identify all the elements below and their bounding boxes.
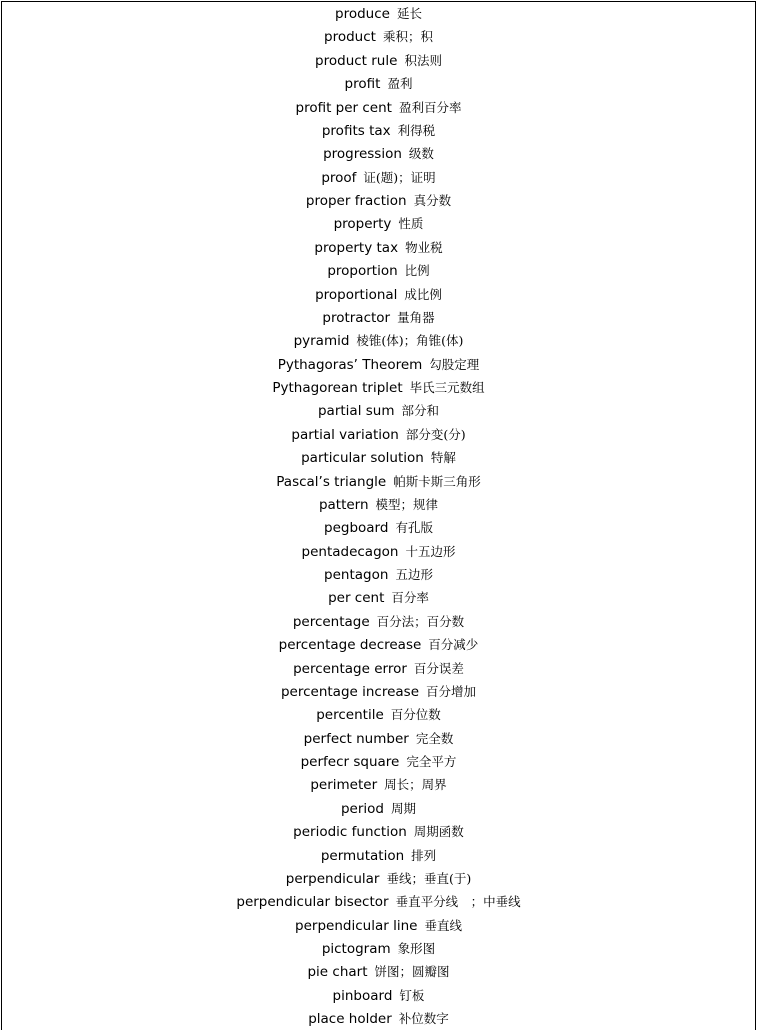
glossary-entry — [0, 563, 757, 586]
english-term: perpendicular bisector — [236, 894, 389, 911]
english-term: pattern — [318, 496, 369, 513]
chinese-translation: 积法则 — [404, 52, 442, 68]
chinese-translation: 钉板 — [399, 987, 425, 1003]
chinese-translation: 周期 — [391, 800, 417, 816]
glossary-entry — [0, 353, 757, 376]
english-term: produce — [335, 6, 390, 22]
chinese-translation: 证(题)；证明 — [363, 169, 436, 185]
glossary-entry — [0, 283, 757, 306]
english-term: perimeter — [310, 777, 378, 794]
english-term: partial variation — [291, 426, 399, 443]
english-term: percentage error — [293, 660, 407, 677]
glossary-entry — [0, 610, 757, 633]
english-term: percentage decrease — [278, 637, 422, 654]
chinese-translation: 勾股定理 — [429, 356, 480, 372]
english-term: permutation — [320, 847, 405, 864]
chinese-translation: 象形图 — [397, 941, 436, 956]
glossary-entry — [0, 236, 757, 259]
english-term: progression — [323, 146, 402, 163]
english-term: pentagon — [324, 567, 389, 583]
chinese-translation: 百分位数 — [390, 707, 441, 723]
english-term: particular solution — [301, 450, 424, 467]
english-term: pyramid — [293, 333, 350, 350]
glossary-entry — [0, 25, 757, 48]
english-term: percentile — [316, 707, 384, 724]
glossary-entry — [0, 844, 757, 867]
english-term: proportion — [327, 263, 398, 280]
glossary-entry — [0, 446, 757, 469]
chinese-translation: 垂直平分线 ；中垂线 — [395, 894, 521, 910]
glossary-entry — [0, 259, 757, 282]
chinese-translation: 补位数字 — [398, 1011, 449, 1027]
glossary-entry — [0, 633, 757, 656]
chinese-translation: 饼图；圆瓣图 — [374, 964, 450, 980]
glossary-entry — [0, 306, 757, 329]
glossary-entry — [0, 960, 757, 983]
glossary-entry — [0, 189, 757, 212]
glossary-entry — [0, 423, 757, 446]
english-term: pegboard — [324, 520, 389, 537]
english-term: product rule — [315, 52, 398, 69]
english-term: percentage — [292, 613, 370, 630]
glossary-entry — [0, 72, 757, 95]
chinese-translation: 比例 — [404, 263, 430, 279]
glossary-entry — [0, 142, 757, 165]
chinese-translation: 毕氏三元数组 — [409, 380, 485, 395]
glossary-entry — [0, 493, 757, 516]
english-term: pentadecagon — [301, 543, 399, 560]
glossary-entry — [0, 820, 757, 843]
glossary-entry — [0, 212, 757, 235]
english-term: percentage increase — [280, 683, 420, 700]
chinese-translation: 量角器 — [397, 309, 435, 325]
english-term: profit — [344, 76, 381, 93]
english-term: product — [324, 29, 376, 46]
glossary-entry — [0, 2, 757, 25]
chinese-translation: 完全平方 — [406, 754, 457, 769]
chinese-translation: 周长；周界 — [384, 777, 447, 793]
english-term: proper fraction — [305, 193, 407, 209]
chinese-translation: 真分数 — [413, 193, 452, 208]
chinese-translation: 棱锥(体)；角锥(体) — [356, 333, 464, 349]
english-term: perpendicular line — [295, 917, 418, 934]
english-term: periodic function — [293, 824, 407, 841]
chinese-translation: 乘积；积 — [382, 29, 433, 45]
glossary-entry — [0, 727, 757, 750]
chinese-translation: 性质 — [398, 216, 424, 232]
chinese-translation: 级数 — [408, 146, 434, 162]
glossary-entry — [0, 890, 757, 913]
glossary-entry — [0, 750, 757, 773]
chinese-translation: 盈利百分率 — [398, 99, 462, 115]
glossary-entry — [0, 540, 757, 563]
chinese-translation: 成比例 — [404, 286, 442, 302]
english-term: property tax — [314, 239, 399, 256]
glossary-entry — [0, 657, 757, 680]
english-term: pictogram — [321, 941, 391, 957]
glossary-entry — [0, 119, 757, 142]
chinese-translation: 垂线；垂直(于) — [386, 870, 472, 886]
glossary-entry — [0, 937, 757, 960]
glossary-entry — [0, 49, 757, 72]
chinese-translation: 物业税 — [405, 239, 443, 255]
glossary-list — [0, 2, 757, 1031]
glossary-entry — [0, 680, 757, 703]
english-term: pie chart — [307, 964, 368, 981]
glossary-entry — [0, 586, 757, 609]
glossary-entry — [0, 376, 757, 399]
chinese-translation: 十五边形 — [405, 543, 456, 559]
glossary-entry — [0, 470, 757, 493]
english-term: proof — [321, 169, 357, 186]
english-term: profit per cent — [295, 99, 392, 116]
english-term: Pascal’s triangle — [276, 473, 387, 490]
glossary-entry — [0, 984, 757, 1007]
chinese-translation: 百分法；百分数 — [376, 613, 465, 629]
chinese-translation: 百分率 — [391, 590, 429, 606]
english-term: pinboard — [332, 987, 393, 1004]
glossary-entry — [0, 773, 757, 796]
chinese-translation: 部分和 — [401, 403, 439, 419]
chinese-translation: 盈利 — [387, 76, 413, 92]
glossary-entry — [0, 867, 757, 890]
glossary-entry — [0, 399, 757, 422]
chinese-translation: 垂直线 — [424, 917, 462, 933]
glossary-entry — [0, 516, 757, 539]
english-term: perfect number — [303, 730, 409, 747]
english-term: perfecr square — [300, 754, 400, 770]
english-term: place holder — [308, 1011, 392, 1028]
chinese-translation: 延长 — [396, 6, 422, 21]
chinese-translation: 周期函数 — [413, 824, 464, 840]
chinese-translation: 排列 — [411, 847, 437, 863]
chinese-translation: 利得税 — [397, 122, 436, 138]
english-term: perpendicular — [285, 870, 380, 887]
english-term: partial sum — [317, 403, 395, 420]
chinese-translation: 百分误差 — [413, 660, 464, 676]
glossary-entry — [0, 1007, 757, 1030]
glossary-entry — [0, 703, 757, 726]
english-term: Pythagorean triplet — [272, 380, 403, 396]
glossary-entry — [0, 96, 757, 119]
english-term: period — [340, 800, 384, 817]
chinese-translation: 部分变(分) — [405, 426, 466, 442]
chinese-translation: 五边形 — [395, 567, 433, 582]
chinese-translation: 百分减少 — [428, 637, 479, 653]
english-term: profits tax — [321, 122, 391, 139]
glossary-entry — [0, 797, 757, 820]
glossary-entry — [0, 329, 757, 352]
chinese-translation: 百分增加 — [426, 683, 477, 699]
glossary-entry — [0, 166, 757, 189]
chinese-translation: 帕斯卡斯三角形 — [393, 473, 481, 489]
glossary-entry — [0, 914, 757, 937]
english-term: protractor — [322, 309, 391, 326]
chinese-translation: 特解 — [430, 450, 456, 466]
chinese-translation: 模型；规律 — [375, 496, 439, 512]
english-term: Pythagoras’ Theorem — [277, 356, 423, 373]
english-term: per cent — [328, 590, 385, 607]
english-term: property — [333, 216, 392, 233]
chinese-translation: 有孔版 — [395, 520, 433, 536]
english-term: proportional — [315, 286, 398, 303]
chinese-translation: 完全数 — [415, 730, 454, 746]
